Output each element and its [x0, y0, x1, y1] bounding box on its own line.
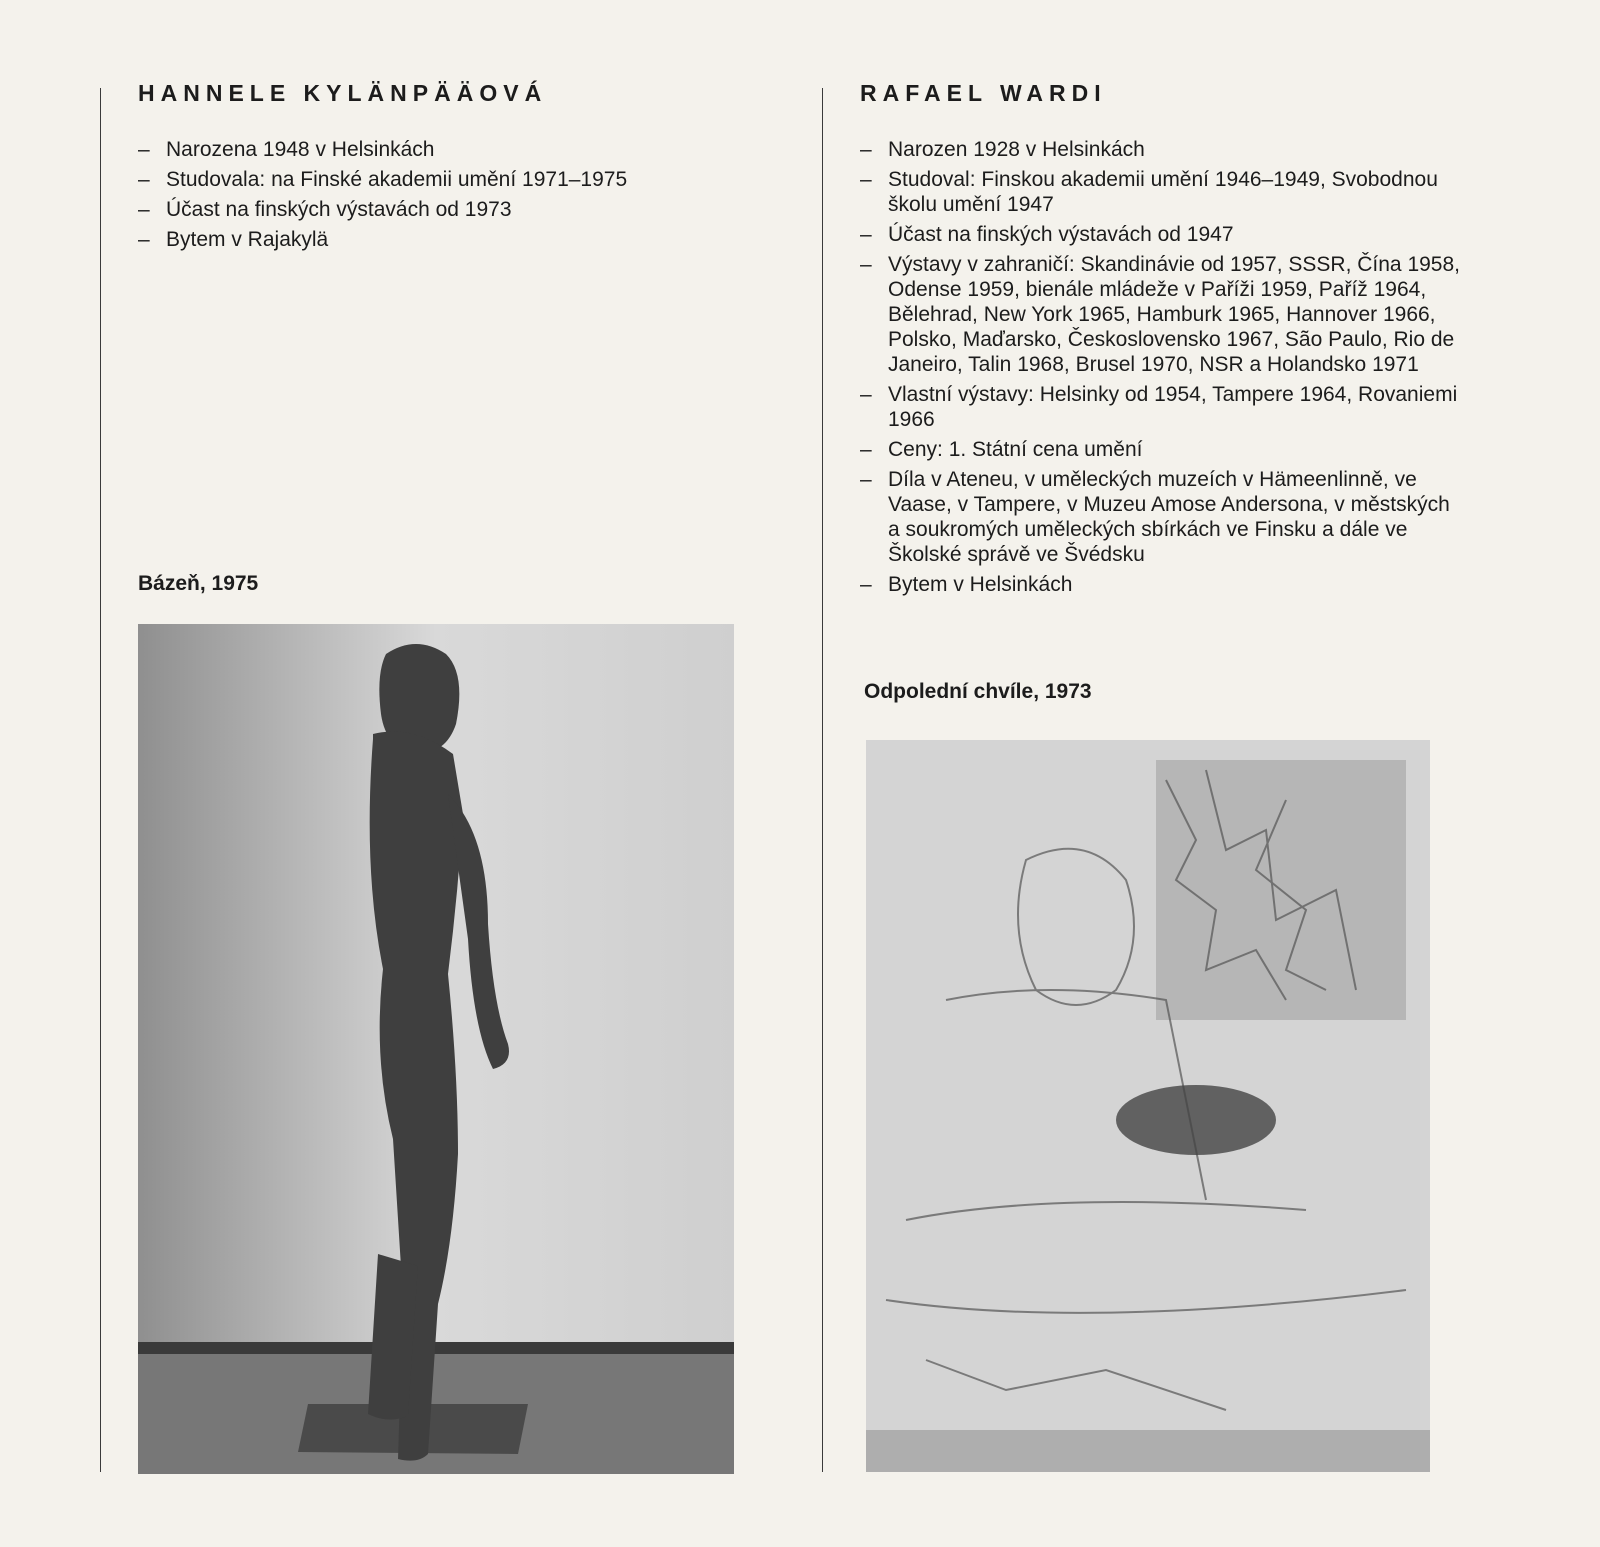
artwork-caption-left: Bázeň, 1975 — [138, 572, 259, 595]
bio-list-right — [860, 137, 1460, 597]
bio-item: – Vlastní výstavy: Helsinky od 1954, Tampere 1964, Rovaniemi 1966 — [860, 383, 1458, 431]
artist-name-right: RAFAEL WARDI — [860, 80, 1107, 106]
painting-photo — [866, 740, 1430, 1472]
bio-item: – Účast na finských výstavách od 1973 — [138, 198, 512, 221]
sculpture-photo — [138, 624, 734, 1474]
bio-item: – Díla v Ateneu, v uměleckých muzeích v Hämeenlinně, ve Vaase, v Tampere, v Muzeu Amose Andersona, v městských a soukromých uměleckých sbírkách ve Finsku a dále ve Školské správě ve Švédsku — [860, 468, 1450, 566]
bio-item: – Narozena 1948 v Helsinkách — [138, 138, 435, 161]
bio-item: – Bytem v Rajakylä — [138, 228, 329, 251]
artist-name-left: HANNELE KYLÄNPÄÄOVÁ — [138, 80, 548, 106]
bio-item: – Výstavy v zahraničí: Skandinávie od 1957, SSSR, Čína 1958, Odense 1959, bienále mládeže v Paříži 1959, Paříž 1964, Bělehrad, New York 1965, Hamburk 1965, Hannover 1966, Polsko, Maďarsko, Československo 1967, São Paulo, Rio de Janeiro, Talin 1968, Brusel 1970, NSR a Holandsko 1971 — [860, 253, 1460, 376]
bio-item: – Ceny: 1. Státní cena umění — [860, 438, 1143, 461]
right-column — [860, 80, 1460, 602]
left-column — [138, 80, 738, 257]
bio-item: – Studovala: na Finské akademii umění 1971–1975 — [138, 168, 628, 191]
left-column-rule — [100, 88, 101, 1472]
right-column-rule — [822, 88, 823, 1472]
artwork-caption-right: Odpolední chvíle, 1973 — [864, 680, 1092, 703]
bio-list-left — [138, 137, 738, 252]
bio-item: – Narozen 1928 v Helsinkách — [860, 138, 1145, 161]
bio-item: – Bytem v Helsinkách — [860, 573, 1073, 596]
bio-item: – Účast na finských výstavách od 1947 — [860, 223, 1234, 246]
bio-item: – Studoval: Finskou akademii umění 1946–1949, Svobodnou školu umění 1947 — [860, 168, 1438, 216]
